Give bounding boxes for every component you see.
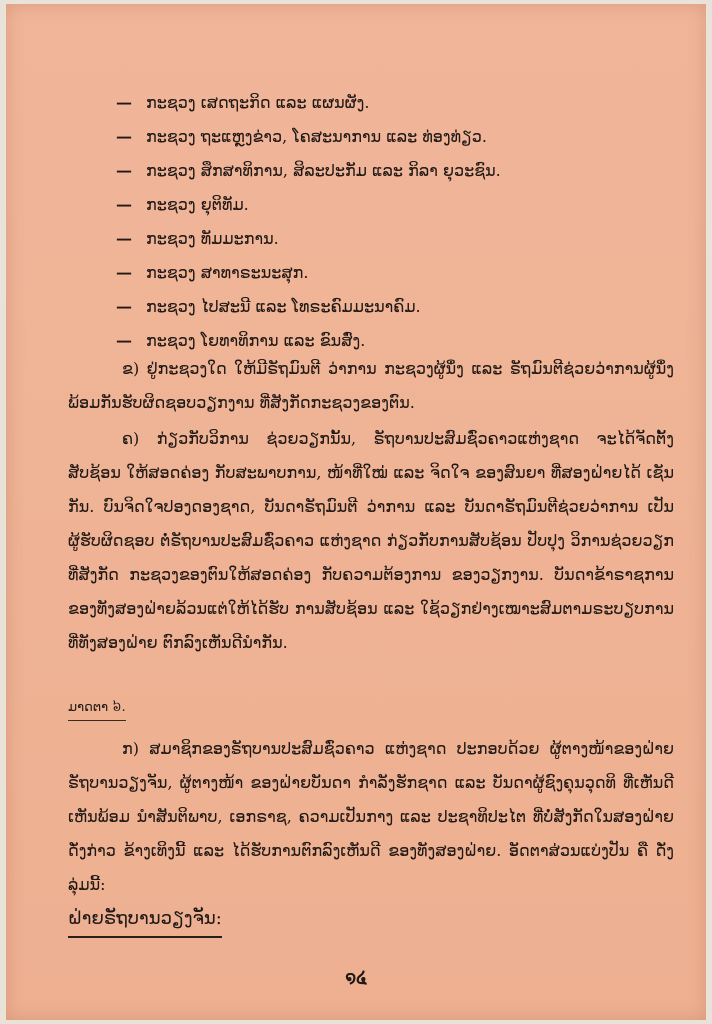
- list-item: [116, 222, 676, 256]
- list-dash: —: [116, 229, 132, 248]
- ministry-name: ກະຊວງ ໄປສະນີ ແລະ ໂທຣະຄົມມະນາຄົມ.: [146, 297, 421, 316]
- list-dash: —: [116, 127, 132, 146]
- list-item: [116, 86, 676, 120]
- list-dash: —: [116, 263, 132, 282]
- list-dash: —: [116, 331, 132, 350]
- list-dash: —: [116, 161, 132, 180]
- list-dash: —: [116, 297, 132, 316]
- ministry-name: ກະຊວງ ສາທາຣະນະສຸກ.: [146, 263, 309, 282]
- article-label: ມາດຕາ ៦.: [68, 698, 126, 721]
- paragraph-kho-2: ຄ) ກ່ຽວກັບວິການ ຊ່ວຍວຽກນັ້ນ, ຣັຖບານປະສົມຊົ່ວຄາວແຫ່ງຊາດ ຈະໄດ້ຈັດຕັ້ງສັບຊ້ອນ ໃຫ້ສອດຄ່ອງ ກັບສະພາບການ, ໜ້າທີ່ໃໝ່ ແລະ ຈິດໃຈ ຂອງສົນຍາ ທີ່ສອງຝ່າຍໄດ້ ເຊັນກັນ. ບົນຈິດໃຈປອງດອງຊາດ, ບັນດາຣັຖມົນຕີ ວ່າການ ແລະ ບັນດາຣັຖມົນຕີຊ່ວຍວ່າການ ເປັນຜູ້ຮັບຜິດຊອບ ຕໍ່ຣັຖບານປະສົມຊົ່ວຄາວ ແຫ່ງຊາດ ກ່ຽວກັບການສັບຊ້ອນ ປັບປຸງ ວິການຊ່ວຍວຽກ ທີ່ສັງກັດ ກະຊວງຂອງຕົນໃຫ້ສອດຄ່ອງ ກັບຄວາມຕ້ອງການ ຂອງວຽກງານ. ບັນດາຂ້າຣາຊການ ຂອງທັງສອງຝ່າຍລ້ວນແຕ່ໃຫ້ໄດ້ຮັບ ການສັບຊ້ອນ ແລະ ໃຊ້ວຽກຢ່າງເໝາະສົມຕາມຣະບຽບການ ທີ່ທັງສອງຝ່າຍ ຕົກລົງເຫັນດີນຳກັນ.: [68, 429, 674, 652]
- list-item: [116, 154, 676, 188]
- list-item: [116, 120, 676, 154]
- list-item: [116, 290, 676, 324]
- list-dash: —: [116, 93, 132, 112]
- list-item: [116, 256, 676, 290]
- paragraph-kho: ຂ) ຢູ່ກະຊວງໃດ ໃຫ້ມີຣັຖມົນຕີ ວ່າການ ກະຊວງຜູ້ນຶ່ງ ແລະ ຣັຖມົນຕີຊ່ວຍວ່າການຜູ້ນຶ່ງ ພ້ອມກັນຮັບຜິດຊອບວຽກງານ ທີ່ສັງກັດກະຊວງຂອງຕົນ.: [68, 359, 674, 412]
- ministry-name: ກະຊວງ ໂຍທາທິການ ແລະ ຂົນສົ່ງ.: [146, 331, 366, 350]
- list-item: [116, 188, 676, 222]
- ministry-name: ກະຊວງ ສຶກສາທິການ, ສິລະປະກັມ ແລະ ກິລາ ຍຸວະຊົນ.: [146, 161, 501, 180]
- section-heading: ຝ່າຍຣັຖບານວຽງຈັນ:: [68, 904, 222, 938]
- paragraph-ko: ກ) ສມາຊິກຂອງຣັຖບານປະສົມຊົ່ວຄາວ ແຫ່ງຊາດ ປະກອບດ້ວຍ ຜູ້ຕາງໜ້າຂອງຝ່າຍຣັຖບານວຽງຈັນ, ຜູ້ຕາງໜ້າ ຂອງຝ່າຍບັນດາ ກຳລັງຮັກຊາດ ແລະ ບັນດາຜູ້ຊົງຄຸນວຸດທິ ທີ່ເຫັນດີ ເຫັນພ້ອມ ນຳສັນຕິພາບ, ເອກຣາຊ, ຄວາມເປັນກາງ ແລະ ປະຊາທິປະໄຕ ທີ່ບໍ່ສັງກັດໃນສອງຝ່າຍ ດັ່ງກ່າວ ຂ້າງເທິງນີ້ ແລະ ໄດ້ຮັບການຕົກລົງເຫັນດີ ຂອງທັງສອງຝ່າຍ. ອັດຕາສ່ວນແບ່ງປັນ ຄື ດັ່ງລຸ່ມນີ້:: [68, 739, 674, 894]
- list-dash: —: [116, 195, 132, 214]
- ministry-name: ກະຊວງ ຖະແຫຼງຂ່າວ, ໂຄສະນາການ ແລະ ທ່ອງທ່ຽວ.: [146, 127, 487, 146]
- page-number: ໑໔: [345, 968, 367, 988]
- document-page: [6, 4, 706, 1020]
- ministry-name: ກະຊວງ ຍຸຕິທັມ.: [146, 195, 249, 214]
- ministry-name: ກະຊວງ ທັມມະການ.: [146, 229, 279, 248]
- ministry-name: ກະຊວງ ເສດຖະກິດ ແລະ ແຜນຜັງ.: [146, 93, 370, 112]
- ministry-list: [116, 86, 676, 358]
